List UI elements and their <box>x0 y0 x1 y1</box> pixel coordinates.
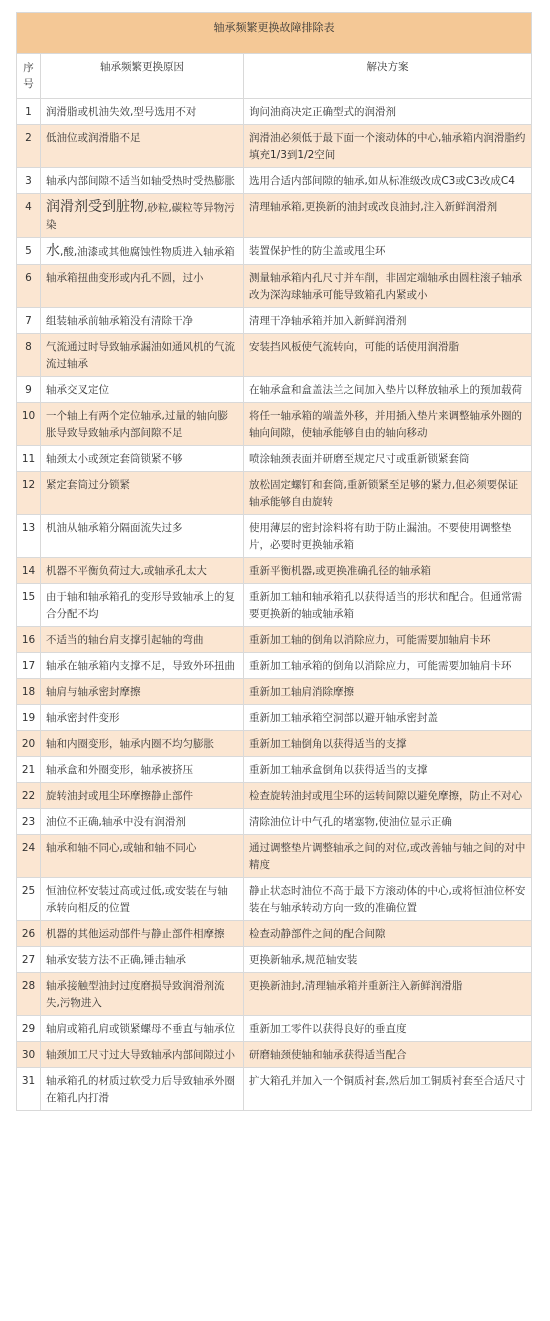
row-cause-emphasis: 水 <box>46 243 60 259</box>
row-number: 9 <box>17 377 41 403</box>
row-cause: 轴肩与轴承密封摩擦 <box>41 679 244 705</box>
row-cause: 轴承在轴承箱内支撑不足，导致外环扭曲 <box>41 653 244 679</box>
table-row <box>17 1016 532 1042</box>
row-number: 26 <box>17 921 41 947</box>
row-solution: 选用合适内部间隙的轴承,如从标准级改成C3或C3改成C4 <box>244 168 532 194</box>
table-row <box>17 446 532 472</box>
row-cause: 机油从轴承箱分隔面流失过多 <box>41 515 244 558</box>
row-cause: 润滑脂或机油失效,型号选用不对 <box>41 99 244 125</box>
row-cause: 轴肩或箱孔肩或锁紧螺母不垂直与轴承位 <box>41 1016 244 1042</box>
row-cause: 轴承交叉定位 <box>41 377 244 403</box>
row-number: 4 <box>17 194 41 238</box>
row-number: 29 <box>17 1016 41 1042</box>
table-row <box>17 308 532 334</box>
row-cause: 紧定套筒过分锁紧 <box>41 472 244 515</box>
row-cause: 组装轴承前轴承箱没有清除干净 <box>41 308 244 334</box>
table-row <box>17 947 532 973</box>
row-cause: 机器不平衡负荷过大,或轴承孔太大 <box>41 558 244 584</box>
row-solution: 清理轴承箱,更换新的油封或改良油封,注入新鲜润滑剂 <box>244 194 532 238</box>
row-number: 17 <box>17 653 41 679</box>
row-number: 22 <box>17 783 41 809</box>
header-row <box>17 54 532 99</box>
row-number: 25 <box>17 878 41 921</box>
row-solution: 重新加工轴和轴承箱孔以获得适当的形状和配合。但通常需要更换新的轴或轴承箱 <box>244 584 532 627</box>
row-cause: 轴承接触型油封过度磨损导致润滑剂流失,污物进入 <box>41 973 244 1016</box>
table-row <box>17 125 532 168</box>
row-number: 16 <box>17 627 41 653</box>
troubleshooting-table <box>16 12 532 1111</box>
row-number: 24 <box>17 835 41 878</box>
row-cause: 气流通过时导致轴承漏油如通风机的气流流过轴承 <box>41 334 244 377</box>
row-number: 14 <box>17 558 41 584</box>
row-cause: 由于轴和轴承箱孔的变形导致轴承上的复合分配不均 <box>41 584 244 627</box>
table-row <box>17 265 532 308</box>
table-row <box>17 731 532 757</box>
row-cause: 轴和内圈变形，轴承内圈不均匀膨胀 <box>41 731 244 757</box>
header-solution: 解决方案 <box>244 54 532 99</box>
row-solution: 使用薄层的密封涂料将有助于防止漏油。不要使用调整垫片，必要时更换轴承箱 <box>244 515 532 558</box>
table-row <box>17 472 532 515</box>
row-cause-text: ,砂粒,碳粒等异物污染 <box>46 202 235 231</box>
row-solution: 研磨轴颈使轴和轴承获得适当配合 <box>244 1042 532 1068</box>
row-solution: 重新加工零件以获得良好的垂直度 <box>244 1016 532 1042</box>
row-solution: 润滑油必须低于最下面一个滚动体的中心,轴承箱内润滑脂约填充1/3到1/2空间 <box>244 125 532 168</box>
row-number: 15 <box>17 584 41 627</box>
header-num: 序号 <box>17 54 41 99</box>
row-solution: 重新加工轴承箱的倒角以消除应力，可能需要加轴肩卡环 <box>244 653 532 679</box>
row-number: 20 <box>17 731 41 757</box>
row-cause: 轴颈加工尺寸过大导致轴承内部间隙过小 <box>41 1042 244 1068</box>
row-number: 13 <box>17 515 41 558</box>
row-number: 2 <box>17 125 41 168</box>
table-row <box>17 584 532 627</box>
row-solution: 扩大箱孔并加入一个铜质衬套,然后加工铜质衬套至合适尺寸 <box>244 1068 532 1111</box>
table-row <box>17 194 532 238</box>
row-number: 6 <box>17 265 41 308</box>
table-row <box>17 809 532 835</box>
row-cause: 轴承箱扭曲变形或内孔不圆，过小 <box>41 265 244 308</box>
table-row <box>17 973 532 1016</box>
table-row <box>17 783 532 809</box>
row-solution: 安装挡风板使气流转向，可能的话使用润滑脂 <box>244 334 532 377</box>
row-number: 31 <box>17 1068 41 1111</box>
row-solution: 重新平衡机器,或更换准确孔径的轴承箱 <box>244 558 532 584</box>
row-cause: 低油位或润滑脂不足 <box>41 125 244 168</box>
header-cause: 轴承频繁更换原因 <box>41 54 244 99</box>
row-number: 11 <box>17 446 41 472</box>
row-solution: 重新加工轴肩消除摩擦 <box>244 679 532 705</box>
row-cause: 轴承和轴不同心,或轴和轴不同心 <box>41 835 244 878</box>
row-solution: 重新加工轴承盒倒角以获得适当的支撑 <box>244 757 532 783</box>
table-row <box>17 168 532 194</box>
table-row <box>17 835 532 878</box>
row-number: 28 <box>17 973 41 1016</box>
row-cause: 旋转油封或甩尘环摩擦静止部件 <box>41 783 244 809</box>
row-solution: 重新加工轴倒角以获得适当的支撑 <box>244 731 532 757</box>
row-solution: 检查动静部件之间的配合间隙 <box>244 921 532 947</box>
table-row <box>17 921 532 947</box>
table-row <box>17 627 532 653</box>
row-cause: 轴承密封件变形 <box>41 705 244 731</box>
table-row <box>17 653 532 679</box>
table-body <box>17 99 532 1111</box>
table-row <box>17 99 532 125</box>
row-solution: 喷涂轴颈表面并研磨至规定尺寸或重新锁紧套筒 <box>244 446 532 472</box>
row-solution: 将任一轴承箱的端盖外移，并用插入垫片来调整轴承外圈的轴向间隙，使轴承能够自由的轴向移动 <box>244 403 532 446</box>
table-row <box>17 705 532 731</box>
table-row <box>17 377 532 403</box>
row-number: 21 <box>17 757 41 783</box>
row-cause-text: ,酸,油漆或其他腐蚀性物质进入轴承箱 <box>60 246 235 258</box>
table-row <box>17 757 532 783</box>
row-solution: 测量轴承箱内孔尺寸并车削，非固定端轴承由圆柱滚子轴承改为深沟球轴承可能导致箱孔内紧或小 <box>244 265 532 308</box>
row-number: 7 <box>17 308 41 334</box>
row-cause: 油位不正确,轴承中没有润滑剂 <box>41 809 244 835</box>
table-title: 轴承频繁更换故障排除表 <box>17 13 532 54</box>
table-row <box>17 334 532 377</box>
row-number: 3 <box>17 168 41 194</box>
row-cause <box>41 238 244 265</box>
row-number: 18 <box>17 679 41 705</box>
table-row <box>17 515 532 558</box>
row-cause: 轴承安装方法不正确,锤击轴承 <box>41 947 244 973</box>
row-number: 12 <box>17 472 41 515</box>
table-row <box>17 403 532 446</box>
row-cause-emphasis: 润滑剂受到脏物 <box>46 199 144 215</box>
row-number: 8 <box>17 334 41 377</box>
row-number: 30 <box>17 1042 41 1068</box>
row-cause <box>41 194 244 238</box>
row-solution: 在轴承盒和盒盖法兰之间加入垫片以释放轴承上的预加载荷 <box>244 377 532 403</box>
row-cause: 恒油位杯安装过高或过低,或安装在与轴承转向相反的位置 <box>41 878 244 921</box>
row-solution: 检查旋转油封或甩尘环的运转间隙以避免摩擦，防止不对心 <box>244 783 532 809</box>
row-number: 5 <box>17 238 41 265</box>
row-solution: 询问油商决定正确型式的润滑剂 <box>244 99 532 125</box>
table-row <box>17 1068 532 1111</box>
troubleshooting-table-container <box>16 12 531 1111</box>
row-cause: 机器的其他运动部件与静止部件相摩擦 <box>41 921 244 947</box>
table-row <box>17 679 532 705</box>
row-cause: 轴颈太小或颈定套筒锁紧不够 <box>41 446 244 472</box>
row-solution: 重新加工轴的倒角以消除应力，可能需要加轴肩卡环 <box>244 627 532 653</box>
row-number: 27 <box>17 947 41 973</box>
row-number: 19 <box>17 705 41 731</box>
table-row <box>17 1042 532 1068</box>
row-solution: 更换新轴承,规范轴安装 <box>244 947 532 973</box>
row-number: 10 <box>17 403 41 446</box>
row-solution: 更换新油封,清理轴承箱并重新注入新鲜润滑脂 <box>244 973 532 1016</box>
row-solution: 重新加工轴承箱空洞部以避开轴承密封盖 <box>244 705 532 731</box>
row-solution: 清除油位计中气孔的堵塞物,使油位显示正确 <box>244 809 532 835</box>
table-row <box>17 558 532 584</box>
row-solution: 通过调整垫片调整轴承之间的对位,或改善轴与轴之间的对中精度 <box>244 835 532 878</box>
row-cause: 轴承盒和外圈变形，轴承被挤压 <box>41 757 244 783</box>
row-cause: 轴承内部间隙不适当如轴受热时受热膨胀 <box>41 168 244 194</box>
row-solution: 放松固定螺钉和套筒,重新锁紧至足够的紧力,但必须要保证轴承能够自由旋转 <box>244 472 532 515</box>
row-solution: 清理干净轴承箱并加入新鲜润滑剂 <box>244 308 532 334</box>
row-cause: 一个轴上有两个定位轴承,过量的轴向膨胀导致导致轴承内部间隙不足 <box>41 403 244 446</box>
row-cause: 轴承箱孔的材质过软受力后导致轴承外圈在箱孔内打滑 <box>41 1068 244 1111</box>
row-solution: 装置保护性的防尘盖或甩尘环 <box>244 238 532 265</box>
row-number: 23 <box>17 809 41 835</box>
row-number: 1 <box>17 99 41 125</box>
table-row <box>17 878 532 921</box>
row-solution: 静止状态时油位不高于最下方滚动体的中心,或将恒油位杯安装在与轴承转动方向一致的准确位置 <box>244 878 532 921</box>
row-cause: 不适当的轴台肩支撑引起轴的弯曲 <box>41 627 244 653</box>
table-row <box>17 238 532 265</box>
